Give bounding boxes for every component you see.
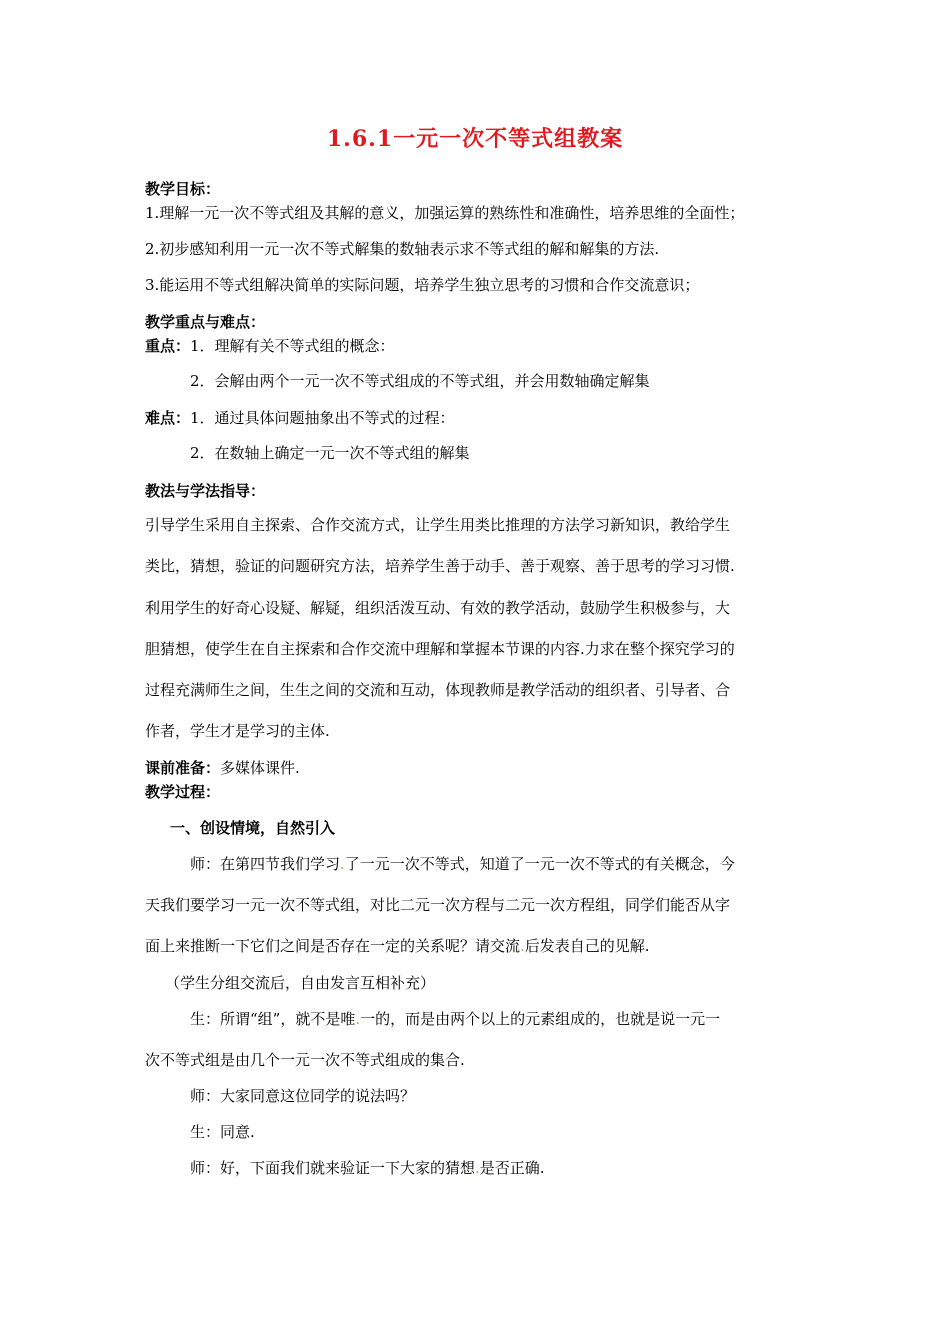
- method-line: 胆猜想，使学生在自主探索和合作交流中理解和掌握本节课的内容.力求在整个探究学习的: [145, 640, 735, 658]
- dialogue-line: 天我们要学习一元一次不等式组，对比二元一次方程与二元一次方程组，同学们能否从字: [145, 896, 731, 914]
- note-line: （学生分组交流后，自由发言互相补充）: [165, 974, 436, 992]
- key-point-2: 2．会解由两个一元一次不等式组成的不等式组，并会用数轴确定解集: [190, 372, 650, 390]
- key-label: 重点：: [145, 337, 191, 355]
- process-heading: 教学过程：: [145, 783, 221, 801]
- dialogue-line: 次不等式组是由几个一元一次不等式组成的集合.: [145, 1051, 465, 1069]
- dialogue-text: 师：好，下面我们就来验证一下大家的猜想: [190, 1159, 476, 1177]
- method-line: 利用学生的好奇心设疑、解疑，组织活泼互动、有效的教学活动，鼓励学生积极参与，大: [145, 599, 731, 617]
- dialogue-text: 生：所谓“组”，就不是唯: [190, 1010, 356, 1028]
- dialogue-text: 面上来推断一下它们之间是否存在一定的关系呢？请交流: [145, 937, 521, 955]
- dialogue-text: 师：在第四节我们学习: [190, 855, 341, 873]
- key-points-heading: 教学重点与难点：: [145, 313, 266, 331]
- objective-item: 1.理解一元一次不等式组及其解的意义，加强运算的熟练性和准确性，培养思维的全面性；: [145, 204, 745, 222]
- objectives-heading: 教学目标：: [145, 180, 221, 198]
- stray-mark: .: [520, 937, 525, 955]
- difficult-point-1: 1．通过具体问题抽象出不等式的过程：: [190, 409, 455, 427]
- objective-item: 3.能运用不等式组解决简单的实际问题，培养学生独立思考的习惯和合作交流意识；: [145, 276, 700, 294]
- difficult-point-2: 2．在数轴上确定一元一次不等式组的解集: [190, 444, 470, 462]
- dialogue-text: 了一元一次不等式，知道了一元一次不等式的有关概念，今: [344, 855, 735, 873]
- method-line: 作者，学生才是学习的主体.: [145, 722, 330, 740]
- preparation-label: 课前准备：: [145, 759, 221, 777]
- difficult-label: 难点：: [145, 409, 191, 427]
- stray-mark: .: [355, 1010, 361, 1028]
- method-heading: 教法与学法指导：: [145, 482, 266, 500]
- method-line: 类比，猜想，验证的问题研究方法，培养学生善于动手、善于观察、善于思考的学习习惯.: [145, 557, 735, 575]
- key-point-line: [145, 335, 395, 356]
- section-heading: 一、创设情境，自然引入: [170, 819, 336, 837]
- objective-item: 2.初步感知利用一元一次不等式解集的数轴表示求不等式组的解和解集的方法.: [145, 240, 660, 258]
- preparation-line: [145, 757, 300, 778]
- page-title: 1.6.1一元一次不等式组教案: [326, 126, 624, 152]
- dialogue-line: 师：大家同意这位同学的说法吗？: [190, 1087, 416, 1105]
- dialogue-line: 生：同意.: [190, 1123, 255, 1141]
- key-point-1: 1．理解有关不等式组的概念：: [190, 337, 395, 355]
- stray-mark: .: [340, 855, 345, 873]
- dialogue-text: 一的，而是由两个以上的元素组成的，也就是说一元一: [360, 1010, 721, 1028]
- dialogue-line: [145, 935, 650, 956]
- stray-mark: .: [475, 1159, 480, 1177]
- difficult-point-line: [145, 407, 455, 428]
- dialogue-text: 后发表自己的见解.: [524, 937, 650, 955]
- method-line: 过程充满师生之间，生生之间的交流和互动，体现教师是教学活动的组织者、引导者、合: [145, 681, 731, 699]
- method-line: 引导学生采用自主探索、合作交流方式，让学生用类比推理的方法学习新知识，教给学生: [145, 516, 731, 534]
- dialogue-line: [190, 853, 735, 874]
- dialogue-line: [190, 1008, 720, 1029]
- dialogue-text: 是否正确.: [479, 1159, 545, 1177]
- preparation-text: 多媒体课件.: [220, 759, 300, 777]
- dialogue-line: [190, 1157, 545, 1178]
